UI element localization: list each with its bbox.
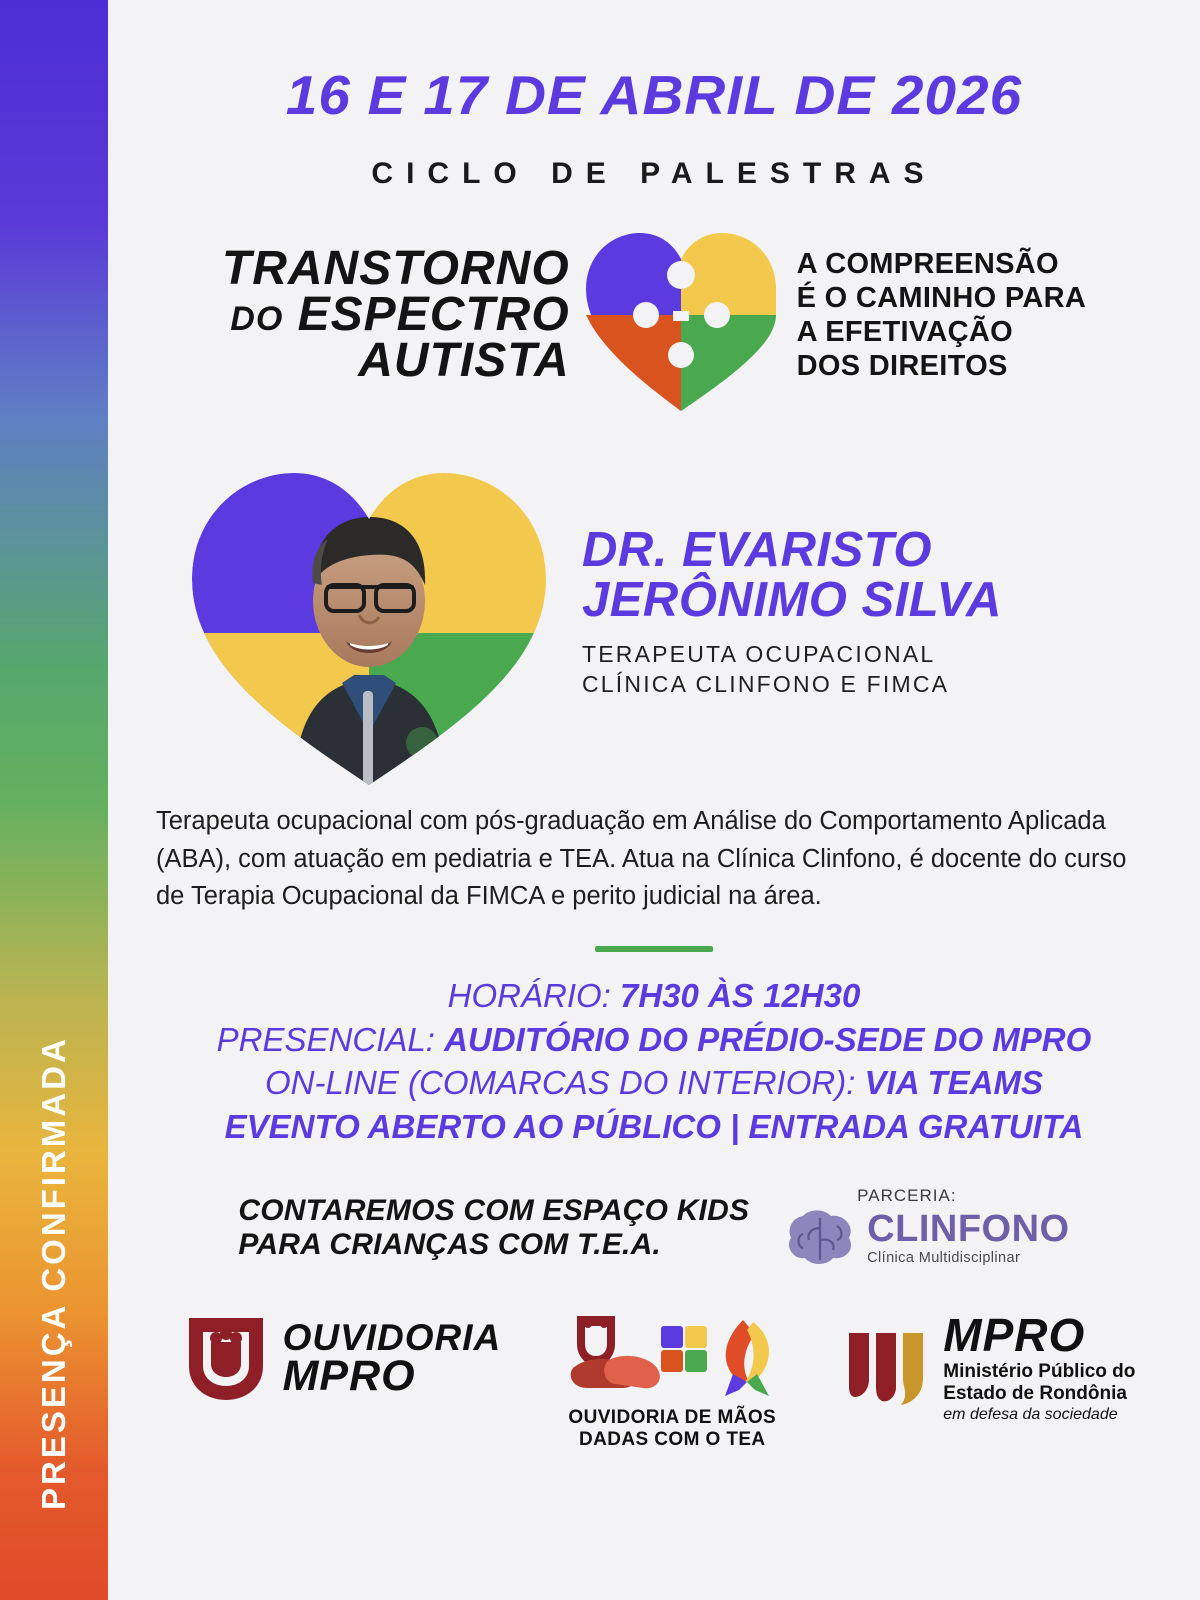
mpro-fullname	[943, 1361, 1135, 1404]
mpro-columns-icon	[843, 1327, 929, 1409]
mpro-logo	[843, 1309, 1136, 1423]
maos-dadas-caption	[557, 1407, 787, 1451]
mpro-fullname-line-1: Ministério Público do	[943, 1361, 1136, 1383]
speaker-role-line-1: TERAPEUTA OCUPACIONAL	[582, 641, 936, 668]
speaker-photo	[174, 433, 564, 793]
maos-caption-line-1: OUVIDORIA DE MÃOS	[568, 1407, 777, 1429]
ouvidoria-shield-icon	[183, 1312, 269, 1404]
event-date: 16 E 17 DE ABRIL DE 2026	[285, 64, 1023, 126]
partner-subtitle: Clínica Multidisciplinar	[867, 1250, 1021, 1267]
speaker-role	[582, 640, 1002, 700]
kids-line-1: CONTAREMOS COM ESPAÇO KIDS	[238, 1193, 750, 1227]
speaker-role-line-2: CLÍNICA CLINFONO E FIMCA	[582, 670, 950, 697]
ouvidoria-text	[282, 1317, 502, 1400]
event-tagline	[793, 247, 1086, 384]
speaker-portrait-heart	[174, 433, 564, 793]
mpro-text	[943, 1309, 1136, 1423]
ouvidoria-logo	[183, 1312, 502, 1404]
partner-label: PARCERIA:	[857, 1186, 957, 1206]
poster-content	[108, 0, 1200, 1600]
tagline-line-4: DOS DIREITOS	[796, 350, 1008, 383]
info-label-schedule: HORÁRIO:	[447, 977, 611, 1015]
footer-logos	[108, 1309, 1200, 1451]
info-value-presencial: AUDITÓRIO DO PRÉDIO-SEDE DO MPRO	[444, 1020, 1092, 1058]
title-line-2	[222, 287, 570, 341]
speaker-info	[564, 523, 1002, 700]
ouvidoria-line-1: OUVIDORIA	[282, 1317, 502, 1359]
kids-line-2: PARA CRIANÇAS COM T.E.A.	[238, 1228, 661, 1262]
event-title	[221, 241, 570, 388]
kids-space-note	[238, 1194, 749, 1263]
mpro-acronym: MPRO	[943, 1309, 1086, 1362]
title-line-1: TRANSTORNO	[221, 241, 570, 295]
tagline-line-3: A EFETIVAÇÃO	[796, 316, 1013, 348]
section-divider	[595, 946, 713, 952]
tagline-line-2: É O CAMINHO PARA	[796, 281, 1087, 314]
partner-brand	[783, 1206, 1069, 1270]
puzzle-heart-icon	[574, 215, 789, 415]
info-line-schedule	[108, 974, 1200, 1018]
ouvidoria-line-2: MPRO	[282, 1351, 416, 1400]
tagline-line-1: A COMPREENSÃO	[796, 247, 1059, 280]
info-label-presencial: PRESENCIAL:	[216, 1020, 435, 1058]
event-subtitle: CICLO DE PALESTRAS	[371, 157, 937, 190]
speaker-bio: Terapeuta ocupacional com pós-graduação em Análise do Comportamento Aplicada (ABA), com atuação em pediatria e TEA. Atua na Clínica Clinfono, é docente do curso de Terapia Ocupacional da FIMCA e perito judicial na área.	[156, 807, 1127, 911]
presence-ribbon-label: PRESENÇA CONFIRMADA	[35, 1036, 72, 1510]
kids-partner-row	[108, 1186, 1200, 1270]
brain-icon	[783, 1206, 861, 1270]
info-value-free: EVENTO ABERTO AO PÚBLICO | ENTRADA GRATUITA	[224, 1107, 1084, 1145]
maos-caption-line-2: DADAS COM O TEA	[579, 1429, 766, 1451]
info-line-free	[108, 1105, 1200, 1149]
title-line-3: AUTISTA	[358, 334, 570, 388]
maos-dadas-logo	[557, 1312, 787, 1451]
mpro-slogan: em defesa da sociedade	[943, 1405, 1118, 1423]
event-info	[108, 974, 1200, 1148]
speaker-row	[108, 433, 1200, 793]
info-value-online: VIA TEAMS	[864, 1064, 1043, 1102]
info-value-schedule: 7H30 ÀS 12H30	[620, 977, 861, 1015]
hands-puzzle-ribbon-icon	[557, 1312, 787, 1398]
title-row	[108, 215, 1200, 415]
partner-block	[783, 1186, 1069, 1270]
title-line-2-main: ESPECTRO	[297, 287, 570, 341]
mpro-fullname-line-2: Estado de Rondônia	[943, 1382, 1127, 1404]
info-line-online	[108, 1061, 1200, 1105]
partner-name: CLINFONO	[867, 1208, 1070, 1251]
speaker-name-line-1: DR. EVARISTO	[582, 523, 932, 578]
title-line-2-small: DO	[230, 299, 284, 338]
speaker-name-line-2: JERÔNIMO SILVA	[582, 573, 1002, 628]
info-line-presencial	[108, 1018, 1200, 1062]
presence-ribbon	[0, 0, 108, 1600]
info-label-online: ON-LINE (COMARCAS DO INTERIOR):	[265, 1064, 856, 1102]
